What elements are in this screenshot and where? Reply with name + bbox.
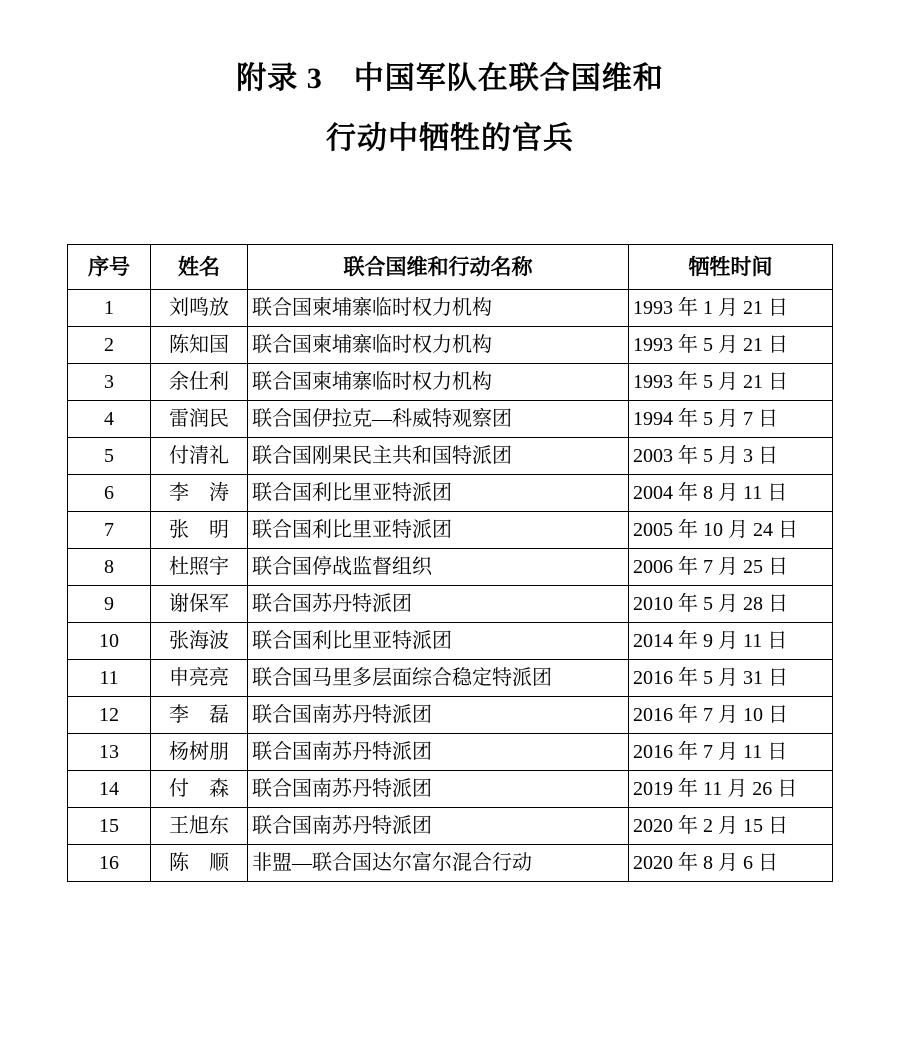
cell-date: 2004 年 8 月 11 日 (629, 475, 833, 512)
cell-index: 4 (68, 401, 151, 438)
cell-name: 付清礼 (151, 438, 248, 475)
table-row (68, 438, 833, 475)
cell-name: 王旭东 (151, 808, 248, 845)
cell-date: 2020 年 2 月 15 日 (629, 808, 833, 845)
cell-name: 申亮亮 (151, 660, 248, 697)
cell-date: 2014 年 9 月 11 日 (629, 623, 833, 660)
table-row (68, 845, 833, 882)
cell-index: 8 (68, 549, 151, 586)
table-row (68, 512, 833, 549)
table-row (68, 475, 833, 512)
document-page (0, 64, 900, 1059)
cell-index: 13 (68, 734, 151, 771)
cell-index: 1 (68, 290, 151, 327)
cell-index: 16 (68, 845, 151, 882)
page-title-line-2: 行动中牺牲的官兵 (326, 122, 574, 155)
table-container (0, 244, 900, 882)
cell-name: 杨树朋 (151, 734, 248, 771)
cell-mission: 非盟—联合国达尔富尔混合行动 (248, 845, 629, 882)
cell-index: 15 (68, 808, 151, 845)
cell-mission: 联合国柬埔寨临时权力机构 (248, 327, 629, 364)
cell-mission: 联合国南苏丹特派团 (248, 771, 629, 808)
cell-index: 2 (68, 327, 151, 364)
cell-name: 付 森 (151, 771, 248, 808)
cell-index: 11 (68, 660, 151, 697)
cell-index: 3 (68, 364, 151, 401)
cell-mission: 联合国南苏丹特派团 (248, 734, 629, 771)
cell-mission: 联合国利比里亚特派团 (248, 512, 629, 549)
cell-date: 2010 年 5 月 28 日 (629, 586, 833, 623)
cell-index: 5 (68, 438, 151, 475)
cell-mission: 联合国伊拉克—科威特观察团 (248, 401, 629, 438)
cell-date: 2005 年 10 月 24 日 (629, 512, 833, 549)
cell-date: 2019 年 11 月 26 日 (629, 771, 833, 808)
cell-index: 7 (68, 512, 151, 549)
page-title (0, 64, 900, 154)
cell-name: 余仕利 (151, 364, 248, 401)
cell-date: 2020 年 8 月 6 日 (629, 845, 833, 882)
cell-date: 2006 年 7 月 25 日 (629, 549, 833, 586)
cell-name: 陈 顺 (151, 845, 248, 882)
cell-date: 1993 年 5 月 21 日 (629, 364, 833, 401)
cell-mission: 联合国柬埔寨临时权力机构 (248, 290, 629, 327)
table-row (68, 734, 833, 771)
cell-mission: 联合国刚果民主共和国特派团 (248, 438, 629, 475)
cell-mission: 联合国停战监督组织 (248, 549, 629, 586)
casualty-table (67, 244, 833, 882)
cell-name: 张海波 (151, 623, 248, 660)
cell-mission: 联合国柬埔寨临时权力机构 (248, 364, 629, 401)
cell-date: 1993 年 1 月 21 日 (629, 290, 833, 327)
table-body (68, 290, 833, 882)
cell-date: 1993 年 5 月 21 日 (629, 327, 833, 364)
table-row (68, 290, 833, 327)
cell-index: 14 (68, 771, 151, 808)
table-row (68, 808, 833, 845)
cell-date: 2016 年 5 月 31 日 (629, 660, 833, 697)
cell-date: 2003 年 5 月 3 日 (629, 438, 833, 475)
table-row (68, 549, 833, 586)
column-header-name: 姓名 (151, 245, 248, 290)
cell-mission: 联合国利比里亚特派团 (248, 623, 629, 660)
cell-mission: 联合国利比里亚特派团 (248, 475, 629, 512)
table-row (68, 771, 833, 808)
cell-name: 谢保军 (151, 586, 248, 623)
table-row (68, 364, 833, 401)
table-row (68, 623, 833, 660)
cell-name: 李 涛 (151, 475, 248, 512)
table-header-row (68, 245, 833, 290)
column-header-index: 序号 (68, 245, 151, 290)
cell-date: 2016 年 7 月 10 日 (629, 697, 833, 734)
cell-date: 2016 年 7 月 11 日 (629, 734, 833, 771)
table-row (68, 660, 833, 697)
table-row (68, 401, 833, 438)
cell-name: 张 明 (151, 512, 248, 549)
page-title-line-1: 附录 3 中国军队在联合国维和 (236, 62, 664, 95)
table-row (68, 697, 833, 734)
cell-mission: 联合国南苏丹特派团 (248, 808, 629, 845)
cell-name: 杜照宇 (151, 549, 248, 586)
column-header-date: 牺牲时间 (629, 245, 833, 290)
cell-name: 李 磊 (151, 697, 248, 734)
cell-mission: 联合国苏丹特派团 (248, 586, 629, 623)
table-header (68, 245, 833, 290)
cell-index: 10 (68, 623, 151, 660)
cell-name: 刘鸣放 (151, 290, 248, 327)
cell-name: 陈知国 (151, 327, 248, 364)
column-header-mission: 联合国维和行动名称 (248, 245, 629, 290)
cell-name: 雷润民 (151, 401, 248, 438)
cell-index: 9 (68, 586, 151, 623)
cell-mission: 联合国马里多层面综合稳定特派团 (248, 660, 629, 697)
table-row (68, 327, 833, 364)
cell-index: 6 (68, 475, 151, 512)
table-row (68, 586, 833, 623)
cell-index: 12 (68, 697, 151, 734)
cell-mission: 联合国南苏丹特派团 (248, 697, 629, 734)
cell-date: 1994 年 5 月 7 日 (629, 401, 833, 438)
